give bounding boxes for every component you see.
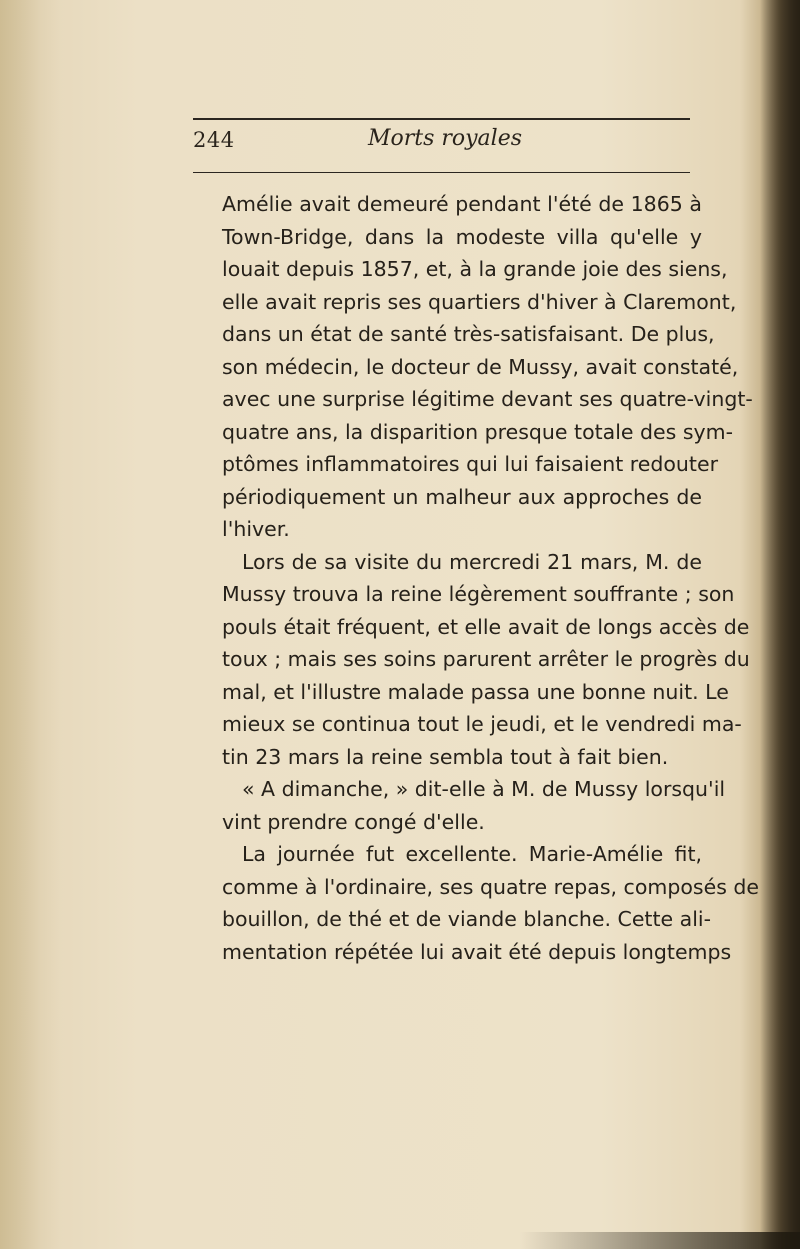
text-line: bouillon, de thé et de viande blanche. Cette ali- (222, 907, 711, 931)
text-line: tin 23 mars la reine sembla tout à fait bien. (222, 744, 669, 769)
text-line: mieux se continua tout le jeudi, et le vendredi ma- (222, 712, 742, 736)
text-line: Lors de sa visite du mercredi 21 mars, M. de (242, 549, 702, 574)
text-line: avec une surprise légitime devant ses quatre-vingt- (222, 387, 753, 411)
book-spine-shadow (760, 0, 800, 1249)
text-line: pouls était fréquent, et elle avait de longs accès de (222, 614, 750, 639)
text-line: périodiquement un malheur aux approches de (222, 484, 702, 509)
page-number: 244 (193, 128, 235, 152)
text-line: quatre ans, la disparition presque totale des sym- (222, 419, 734, 444)
text-line: louait depuis 1857, et, à la grande joie des siens, (222, 257, 728, 281)
page-left-edge-shading (0, 0, 60, 1249)
text-line: Amélie avait demeuré pendant l'été de 1865 à (222, 192, 702, 216)
page-bottom-shadow (520, 1232, 800, 1249)
text-line: « A dimanche, » dit-elle à M. de Mussy lorsqu'il (242, 777, 726, 801)
text-line: toux ; mais ses soins parurent arrêter le progrès du (222, 647, 750, 671)
text-line: ptômes inflammatoires qui lui faisaient redouter (222, 452, 719, 476)
header-rule-top (193, 118, 690, 120)
text-line: Town-Bridge, dans la modeste villa qu'elle y (222, 224, 702, 249)
text-line: mentation répétée lui avait été depuis longtemps (222, 939, 732, 964)
running-head: Morts royales (367, 126, 523, 151)
text-line: dans un état de santé très-satisfaisant. De plus, (222, 322, 715, 346)
text-line: elle avait repris ses quartiers d'hiver à Claremont, (222, 289, 737, 314)
text-line: son médecin, le docteur de Mussy, avait constaté, (222, 354, 739, 379)
text-line: La journée fut excellente. Marie-Amélie fit, (242, 842, 702, 866)
text-line: comme à l'ordinaire, ses quatre repas, composés de (222, 874, 760, 899)
text-line: l'hiver. (222, 517, 290, 541)
text-line: Mussy trouva la reine légèrement souffrante ; son (222, 582, 735, 606)
text-line: mal, et l'illustre malade passa une bonne nuit. Le (222, 679, 729, 704)
body-text (222, 188, 760, 968)
header-rule-bottom (193, 172, 690, 173)
text-line: vint prendre congé d'elle. (222, 809, 485, 834)
